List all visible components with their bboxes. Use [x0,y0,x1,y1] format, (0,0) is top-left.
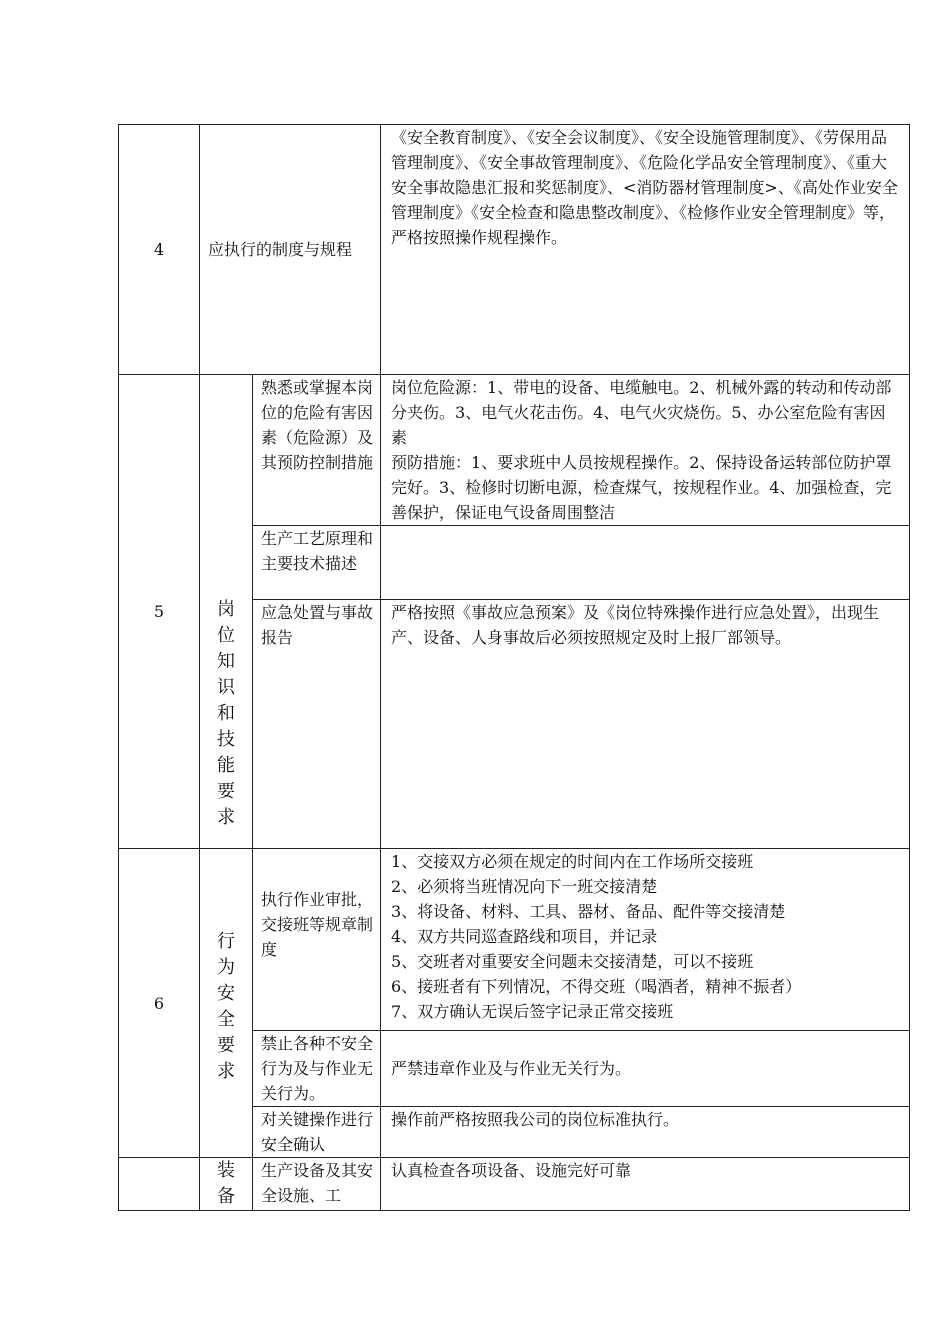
sub-item-label [253,1107,381,1158]
sub-item-label [253,526,381,600]
table-row [119,1158,910,1211]
content-text: 《安全教育制度》、《安全会议制度》、《安全设施管理制度》、《劳保用品管理制度》、《安全事故管理制度》、《危险化学品安全管理制度》、《重大安全事故隐患汇报和奖惩制度》、<消防器材管理制度>、《高处作业安全管理制度》《安全检查和隐患整改制度》、《检修作业安全管理制度》等，严格按照操作规程操作。 [391,128,898,247]
category-label: 装备 [217,1160,235,1207]
sub-item-content [381,375,910,526]
table-row [119,125,910,375]
content-text: 操作前严格按照我公司的岗位标准执行。 [391,1110,680,1129]
row-number [119,1158,200,1211]
content-text: 岗位危险源：1、带电的设备、电缆触电。2、机械外露的转动和传动部分夹伤。3、电气火花击伤。4、电气火灾烧伤。5、办公室危险有害因素 预防措施：1、要求班中人员按规程操作。2、保持设备运转部位防护罩完好。3、检修时切断电源，检查煤气，按规程作业。4、加强检查，完善保护，保证电气设备周围整洁 [391,378,892,522]
sub-item-label [253,849,381,1031]
sub-item-content [381,526,910,600]
table-row [119,849,910,1031]
sub-item-text: 熟悉或掌握本岗位的危险有害因素（危险源）及其预防控制措施 [261,378,374,472]
category-label: 岗位知识和技能要求 [217,599,235,828]
sub-item-label [253,1158,381,1211]
content-text: 认真检查各项设备、设施完好可靠 [391,1161,632,1180]
sub-item-content [381,849,910,1031]
item-content [381,125,910,375]
sub-item-text: 对关键操作进行安全确认 [261,1110,374,1154]
sub-item-text: 禁止各种不安全行为及与作业无关行为。 [261,1034,374,1103]
sub-item-content [381,1107,910,1158]
content-text: 1、交接双方必须在规定的时间内在工作场所交接班 2、必须将当班情况向下一班交接清楚 3、将设备、材料、工具、器材、备品、配件等交接清楚 4、双方共同巡查路线和项目，并记录 5、交班者对重要安全问题未交接清楚，可以不接班 6、接班者有下列情况，不得交班（喝酒者，精神不振者） 7、双方确认无误后签字记录正常交接班 [391,852,802,1021]
content-text: 严格按照《事故应急预案》及《岗位特殊操作进行应急处置》，出现生产、设备、人身事故后必须按照规定及时上报厂部领导。 [391,603,880,647]
sub-item-content [381,1031,910,1107]
category-cell [200,1158,253,1211]
row-number: 6 [119,849,200,1158]
category-label: 行为安全要求 [217,931,235,1082]
sub-item-text: 应急处置与事故报告 [261,603,374,647]
sub-item-text: 执行作业审批，交接班等规章制度 [261,890,374,959]
sub-item-content [381,1158,910,1211]
sub-item-label [253,375,381,526]
regulation-table [118,124,910,1211]
sub-item-text: 生产设备及其安全设施、工 [261,1161,374,1205]
item-label: 应执行的制度与规程 [200,125,381,375]
row-number: 5 [119,375,200,849]
content-text: 严禁违章作业及与作业无关行为。 [391,1059,632,1078]
table-row [119,375,910,526]
row-number: 4 [119,125,200,375]
category-cell [200,375,253,849]
category-cell [200,849,253,1158]
sub-item-text: 生产工艺原理和主要技术描述 [261,529,374,573]
sub-item-content [381,600,910,849]
sub-item-label [253,1031,381,1107]
sub-item-label [253,600,381,849]
